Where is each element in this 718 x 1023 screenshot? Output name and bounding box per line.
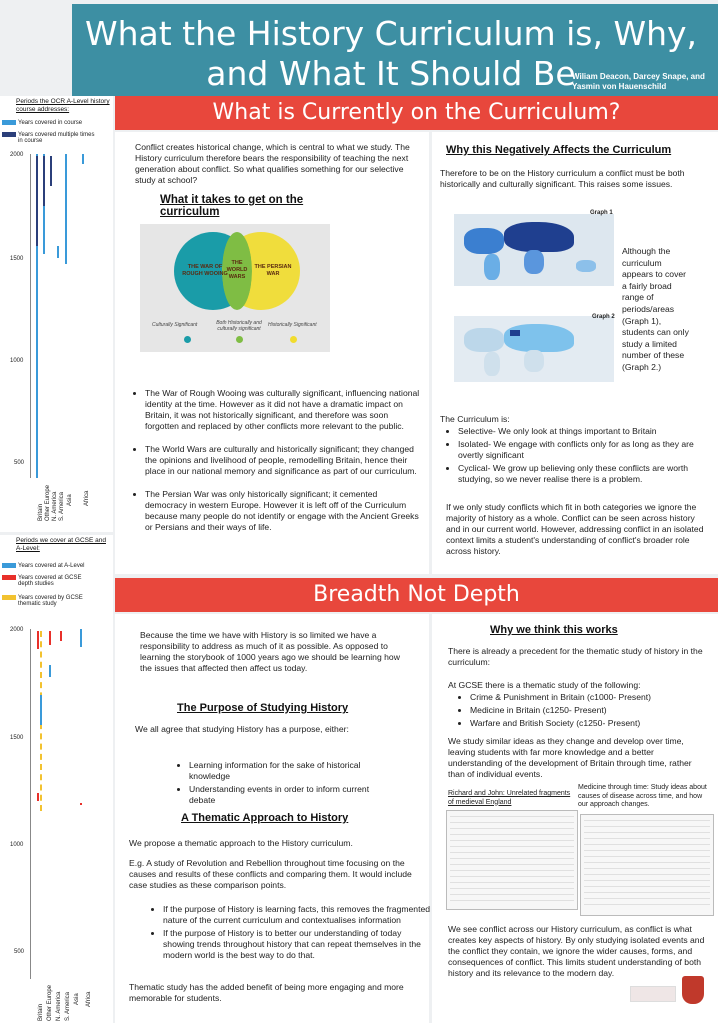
poster-authors: Wiliam Deacon, Darcey Snape, and Yasmin von Hauenschild xyxy=(572,72,705,91)
region-label: Asia xyxy=(67,494,73,506)
bullet-item: • The War of Rough Wooing was culturally significant, influencing national identity at the time. However as it did not have a dramatic impact on Britain, it was not historically significant, and therefore was soon forgotten and replaced by other conflicts more relevant to the public. xyxy=(145,388,420,432)
venn-caption-center: Both Historically and culturally significant xyxy=(216,320,262,332)
bar-britain-gcse xyxy=(37,631,39,649)
curriculum-point: • Selective- We only look at things important to Britain xyxy=(458,426,718,437)
region-label: N. America xyxy=(52,491,58,521)
purpose-heading: The Purpose of Studying History xyxy=(177,702,349,714)
venn-diagram xyxy=(140,224,330,352)
mt-caption: Medicine through time: Study ideas about causes of disease across time, and how our approach changes. xyxy=(578,784,707,808)
region-label: N. America xyxy=(56,991,62,1021)
map-highlight xyxy=(510,330,520,336)
map-graph2 xyxy=(454,316,614,382)
region-label: S. America xyxy=(59,491,65,521)
section2-banner: Breadth Not Depth xyxy=(115,578,718,612)
venn-right-label: THE PERSIAN WAR xyxy=(254,264,292,277)
region-label: Africa xyxy=(86,991,92,1007)
purpose-point: • Understanding events in order to inform current debate xyxy=(189,784,379,806)
region-label: Other Europe xyxy=(45,484,51,521)
legend-swatch xyxy=(2,132,16,137)
section2-intro: Because the time we have with History is so limited we have a responsibility to address as much of it as possible. As opposed to learning the storybook of 1000 years ago we should be learning how the issues that affected then affect us today. xyxy=(140,630,400,673)
map-landmass xyxy=(576,260,596,272)
tick-label: 2000 xyxy=(10,152,24,158)
college-crest-icon xyxy=(682,976,704,1004)
tick-label: 1000 xyxy=(10,358,24,364)
thematic-intro: We propose a thematic approach to the History curriculum. xyxy=(129,838,353,848)
bar-europe-gcse xyxy=(49,631,51,645)
map-landmass xyxy=(484,254,500,280)
map-graph1 xyxy=(454,214,614,286)
bullet-item: • The Persian War was only historically significant; it cemented democracy in western Europe. However it is left off of the Curriculum because many people do not identify or engage with the Ancient Greeks or Persians and their ways of life. xyxy=(145,489,420,533)
venn-left-label: THE WAR OF ROUGH WOOING xyxy=(182,264,228,277)
bar-europe-alevel xyxy=(49,665,51,677)
why-conclusion: We see conflict across our History curriculum, as conflict is what creates key aspects of history. By only studying isolated events and the conflict they contain, we ignore the wider causes, forms, and consequences of conflict. This limits student understanding of both history and its relevance to the modern day. xyxy=(448,924,705,978)
tick-label: 500 xyxy=(14,949,25,955)
tick-label: 500 xyxy=(14,460,25,466)
section1-right-intro: Therefore to be on the History curriculum a conflict must be both historically and culturally significant. This raises some issues. xyxy=(440,168,685,189)
section1-left-panel xyxy=(115,132,429,574)
legend-swatch xyxy=(2,120,16,125)
sidebar-ocr-chart xyxy=(0,96,113,532)
thematic-point: • If the purpose of History is to better our understanding of today showing trends throughout history that can repeat themselves in the modern world is the best way to do that. xyxy=(163,928,433,961)
map-landmass xyxy=(464,328,504,352)
bar-namerica-gcse xyxy=(60,631,62,641)
region-label: Asia xyxy=(74,993,80,1005)
map-landmass xyxy=(524,350,544,372)
section1-subheading: What it takes to get on the curriculum xyxy=(160,194,304,218)
tick-label: 1500 xyxy=(10,735,24,741)
thematic-outro: Thematic study has the added benefit of being more engaging and more memorable for students. xyxy=(129,982,404,1003)
curriculum-points xyxy=(446,426,718,487)
section1-banner: What is Currently on the Curriculum? xyxy=(115,96,718,130)
section1-bullets xyxy=(133,388,420,535)
legend-item: Years covered by GCSE thematic study xyxy=(18,595,98,607)
graph1-label: Graph 1 xyxy=(590,210,613,216)
why-heading: Why we think this works xyxy=(490,624,618,636)
sidebar-gcse-chart xyxy=(0,535,113,1023)
section1-right-conclusion: If we only study conflicts which fit in both categories we ignore the majority of history as a whole. Conflict can be seen across history and in our current world. However, addressing conflict in an isolated context limits a student's understanding of conflict's broader role across history. xyxy=(446,502,704,556)
gcse-intro: At GCSE there is a thematic study of the following: xyxy=(448,680,641,690)
why-body: We study similar ideas as they change and develop over time, leaving students with far more knowledge and a better understanding of the development of Britain through time, rather than of individual events. xyxy=(448,736,692,779)
venn-center-label: THE WORLD WARS xyxy=(226,260,248,280)
legend-item: Years covered at GCSE depth studies xyxy=(18,575,98,587)
venn-dot xyxy=(290,336,297,343)
map-landmass xyxy=(524,250,544,274)
y-axis xyxy=(30,154,31,478)
map-landmass xyxy=(484,352,500,376)
legend-item: Years covered at A-Level xyxy=(18,563,85,569)
bar-europe-multi xyxy=(43,156,45,206)
map-landmass xyxy=(464,228,504,254)
venn-caption-left: Culturally Significant xyxy=(152,322,198,328)
thematic-example: E.g. A study of Revolution and Rebellion throughout time focusing on the causes and results of these conflicts and comparing them. It would include case studies as these comparison points. xyxy=(129,858,412,890)
region-label: S. America xyxy=(65,991,71,1021)
thematic-heading: A Thematic Approach to History xyxy=(181,812,349,824)
curriculum-point: • Isolated- We engage with conflicts only for as long as they are overtly significant xyxy=(458,439,718,461)
bar-asia xyxy=(65,154,67,264)
gcse-point: • Warfare and British Society (c1250- Present) xyxy=(470,718,718,729)
poster-header xyxy=(72,4,718,96)
legend-swatch xyxy=(2,563,16,568)
purpose-intro: We all agree that studying History has a purpose, either: xyxy=(135,724,349,734)
bar-britain-multi xyxy=(36,156,38,246)
region-label: Britain xyxy=(38,503,44,521)
sidebar-gcse-title: Periods we cover at GCSE and A-Level: xyxy=(16,537,106,552)
venn-dot xyxy=(236,336,243,343)
region-label: Britain xyxy=(38,1003,44,1021)
bar-africa xyxy=(82,154,84,164)
university-logo xyxy=(630,986,676,1002)
section2-right-panel xyxy=(432,614,718,1023)
sidebar-ocr-title: Periods the OCR A-Level history course addresses: xyxy=(16,98,110,113)
curriculum-is-label: The Curriculum is: xyxy=(440,414,510,424)
bar-samerica xyxy=(57,246,59,258)
mt-contents-image xyxy=(580,814,714,916)
y-axis xyxy=(30,629,31,979)
legend-item: Years covered in course xyxy=(18,120,82,126)
thematic-points xyxy=(151,904,433,963)
purpose-point: • Learning information for the sake of historical knowledge xyxy=(189,760,379,782)
tick-label: 1000 xyxy=(10,842,24,848)
bar-britain-alevel xyxy=(40,695,42,725)
curriculum-point: • Cyclical- We grow up believing only these conflicts are worth studying, so we never realise there is a problem. xyxy=(458,463,718,485)
tick-label: 1500 xyxy=(10,256,24,262)
section2-left-panel xyxy=(115,614,429,1023)
bullet-item: • The World Wars are culturally and historically significant; they changed the opinions and livelihood of people, remodelling Britain, hence their place in our national memory and significance as part of our curriculum. xyxy=(145,444,420,477)
section1-right-heading: Why this Negatively Affects the Curriculum xyxy=(446,144,672,156)
region-label: Other Europe xyxy=(47,984,53,1021)
rj-caption: Richard and John: Unrelated fragments of medieval England xyxy=(448,790,571,806)
bar-africa-gcse xyxy=(80,803,82,805)
bar-asia-alevel xyxy=(80,629,82,647)
venn-caption-right: Historically Significant xyxy=(268,322,317,328)
map-landmass xyxy=(504,324,574,352)
purpose-points xyxy=(177,760,379,808)
map-landmass xyxy=(504,222,574,252)
legend-swatch xyxy=(2,575,16,580)
section1-intro: Conflict creates historical change, which is central to what we study. The History curriculum therefore bears the responsibility of teaching the next generation about conflict. So what qualifies something for our selective study at school? xyxy=(135,142,410,185)
section1-right-panel xyxy=(432,132,718,574)
legend-item: Years covered multiple times in course xyxy=(18,132,98,144)
bar-namerica xyxy=(50,156,52,186)
graph2-label: Graph 2 xyxy=(592,314,615,320)
gcse-point: • Medicine in Britain (c1250- Present) xyxy=(470,705,718,716)
rj-contents-image xyxy=(446,810,578,910)
thematic-point: • If the purpose of History is learning facts, this removes the fragmented nature of the current curriculum and contextualises information xyxy=(163,904,433,926)
venn-dot xyxy=(184,336,191,343)
poster-title: What the History Curriculum is, Why, and What It Should Be xyxy=(84,14,698,93)
region-label: Africa xyxy=(84,490,90,506)
tick-label: 2000 xyxy=(10,627,24,633)
why-intro: There is already a precedent for the thematic study of history in the curriculum: xyxy=(448,646,703,667)
gcse-point: • Crime & Punishment in Britain (c1000- Present) xyxy=(470,692,718,703)
gcse-points xyxy=(458,692,718,731)
graph-description: Although the curriculum appears to cover a fairly broad range of periods/areas (Graph 1), students can only study a limited number of these (Graph 2.) xyxy=(622,246,689,372)
legend-swatch xyxy=(2,595,16,600)
bar-britain-gcse-early xyxy=(37,793,39,801)
